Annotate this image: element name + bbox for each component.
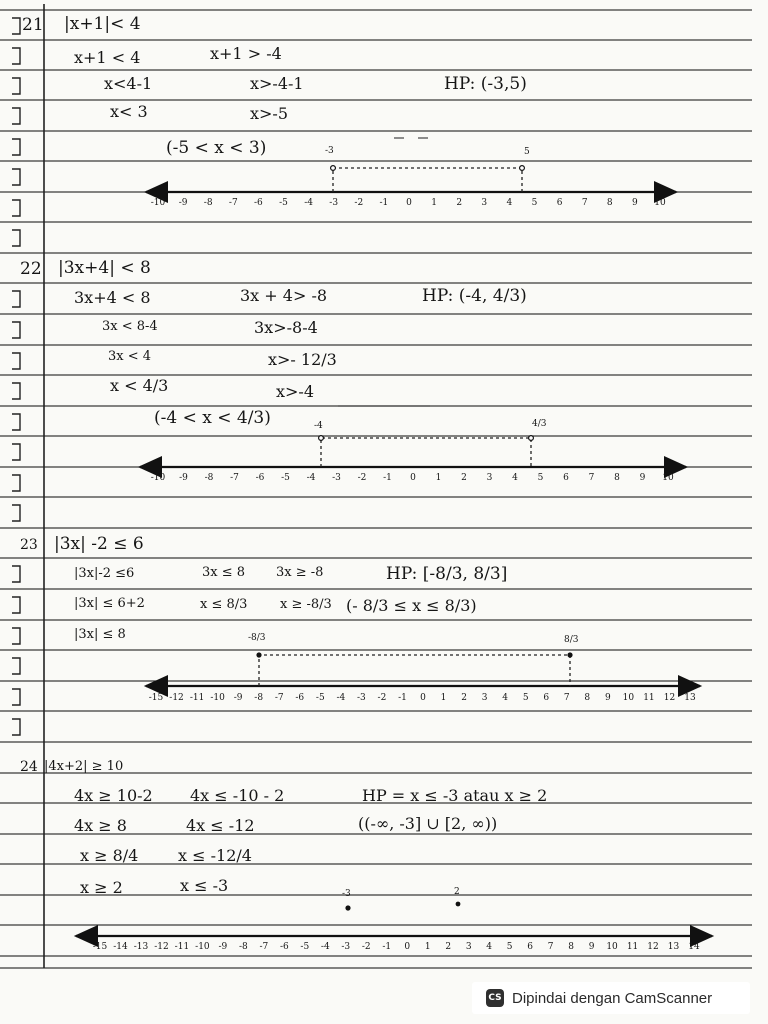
step-text: x < 4/3 xyxy=(110,376,169,395)
axis-tick-label: -12 xyxy=(169,693,184,703)
axis-tick-label: 2 xyxy=(461,693,467,703)
step-text: |3x| ≤ 6+2 xyxy=(74,596,145,611)
axis-tick-label: -12 xyxy=(154,942,169,952)
axis-tick-label: -9 xyxy=(179,473,188,483)
axis-tick-label: -5 xyxy=(279,198,288,208)
axis-tick-label: -8 xyxy=(203,198,213,208)
problem-number-23: 23 xyxy=(20,537,38,553)
axis-tick-label: 9 xyxy=(604,693,611,703)
axis-tick-label: 7 xyxy=(547,942,554,952)
step-text: x>-4-1 xyxy=(250,74,304,93)
watermark-text: Dipindai dengan CamScanner xyxy=(512,989,713,1007)
axis-tick-label: -3 xyxy=(356,693,366,703)
problem-statement: |3x| -2 ≤ 6 xyxy=(54,534,144,554)
axis-tick-label: 4 xyxy=(512,473,518,483)
endpoint-dot xyxy=(520,166,525,171)
interval-notation: ((-∞, -3] ∪ [2, ∞)) xyxy=(358,814,498,833)
axis-tick-label: 0 xyxy=(420,693,426,703)
step-text: x<4-1 xyxy=(104,74,153,93)
axis-tick-label: -2 xyxy=(377,693,387,703)
step-text: 3x < 8-4 xyxy=(102,319,158,334)
axis-tick-label: -6 xyxy=(279,942,289,952)
solution-set: HP: [-8/3, 8/3] xyxy=(386,564,508,584)
axis-tick-label: 10 xyxy=(606,942,618,952)
axis-tick-label: -11 xyxy=(189,693,205,703)
axis-tick-label: 2 xyxy=(461,473,467,483)
axis-tick-label: 3 xyxy=(465,942,472,952)
step-text: x>-4 xyxy=(276,382,315,401)
step-text: 4x ≤ -12 xyxy=(186,816,255,835)
step-text: 3x + 4> -8 xyxy=(240,286,328,305)
axis-tick-label: -9 xyxy=(233,693,243,703)
axis-tick-label: 4 xyxy=(502,693,509,703)
axis-tick-label: -1 xyxy=(379,198,389,208)
step-text: x< 3 xyxy=(110,102,148,121)
axis-tick-label: 0 xyxy=(410,473,416,483)
axis-tick-label: -13 xyxy=(133,942,149,952)
axis-tick-label: 10 xyxy=(662,473,674,483)
axis-tick-label: 9 xyxy=(639,473,646,483)
axis-tick-label: 9 xyxy=(588,942,595,952)
axis-tick-label: -15 xyxy=(92,942,108,952)
axis-tick-label: -7 xyxy=(259,942,269,952)
axis-tick-label: -6 xyxy=(254,198,263,208)
endpoint-dot xyxy=(331,166,336,171)
problem-number-22: 22 xyxy=(20,259,42,279)
step-text: x>-5 xyxy=(250,104,289,123)
axis-tick-label: -8 xyxy=(254,693,264,703)
camscanner-watermark xyxy=(472,982,750,1014)
axis-tick-label: 7 xyxy=(581,198,588,208)
endpoint-dot xyxy=(345,905,350,910)
axis-tick-label: 0 xyxy=(404,942,411,952)
axis-tick-label: 6 xyxy=(527,942,533,952)
axis-tick-label: -4 xyxy=(320,942,330,952)
axis-tick-label: 2 xyxy=(445,942,452,952)
axis-tick-label: 5 xyxy=(537,473,544,483)
problem-statement: |4x+2| ≥ 10 xyxy=(44,759,124,774)
axis-tick-label: 8 xyxy=(584,693,591,703)
point-label: -3 xyxy=(342,889,351,899)
axis-tick-label: -15 xyxy=(148,693,164,703)
axis-tick-label: 4 xyxy=(506,198,513,208)
point-label: 8/3 xyxy=(564,635,579,645)
step-text: 3x ≤ 8 xyxy=(202,565,246,580)
axis-tick-label: -2 xyxy=(354,198,364,208)
step-text: x ≤ 8/3 xyxy=(200,597,248,612)
solution-set: HP: (-4, 4/3) xyxy=(422,286,527,306)
axis-tick-label: -10 xyxy=(195,942,210,952)
interval-notation: (-5 < x < 3) xyxy=(166,138,267,158)
endpoint-dot xyxy=(456,902,461,907)
endpoint-dot xyxy=(529,436,534,441)
axis-tick-label: -6 xyxy=(255,473,265,483)
step-text: x>- 12/3 xyxy=(268,350,337,369)
axis-tick-label: -1 xyxy=(383,473,392,483)
axis-tick-label: 6 xyxy=(563,473,569,483)
point-label: 5 xyxy=(524,147,530,157)
axis-tick-label: -4 xyxy=(304,198,313,208)
axis-tick-label: 6 xyxy=(556,198,563,208)
point-label: 4/3 xyxy=(532,419,547,429)
axis-tick-label: -3 xyxy=(332,473,341,483)
axis-tick-label: 3 xyxy=(486,473,493,483)
axis-tick-label: -7 xyxy=(228,198,238,208)
axis-tick-label: -7 xyxy=(274,693,284,703)
axis-tick-label: 1 xyxy=(431,198,437,208)
axis-tick-label: 7 xyxy=(588,473,595,483)
solution-set: HP: (-3,5) xyxy=(444,74,527,94)
problem-number-24: 24 xyxy=(20,759,38,775)
axis-tick-label: 3 xyxy=(481,198,488,208)
axis-tick-label: 5 xyxy=(522,693,529,703)
axis-tick-label: 4 xyxy=(486,942,493,952)
point-label: 2 xyxy=(454,887,460,897)
axis-tick-label: 13 xyxy=(684,693,696,703)
axis-tick-label: -2 xyxy=(361,942,371,952)
step-text: 3x ≥ -8 xyxy=(276,565,324,580)
axis-tick-label: 12 xyxy=(647,942,659,952)
point-label: -4 xyxy=(314,421,323,431)
step-text: x ≤ -12/4 xyxy=(178,846,252,865)
axis-tick-label: -3 xyxy=(329,198,339,208)
step-text: |3x| ≤ 8 xyxy=(74,627,126,642)
axis-tick-label: -5 xyxy=(300,942,310,952)
point-label: -3 xyxy=(325,146,334,156)
axis-tick-label: 1 xyxy=(424,942,431,952)
axis-tick-label: 14 xyxy=(688,942,700,952)
axis-tick-label: -5 xyxy=(315,693,325,703)
axis-tick-label: -10 xyxy=(210,693,225,703)
step-text: 3x>-8-4 xyxy=(254,318,318,337)
axis-tick-label: 1 xyxy=(435,473,442,483)
axis-tick-label: 8 xyxy=(614,473,620,483)
axis-tick-label: -9 xyxy=(218,942,228,952)
interval-notation: (- 8/3 ≤ x ≤ 8/3) xyxy=(346,596,477,615)
axis-tick-label: 5 xyxy=(506,942,513,952)
problem-number-21: 21 xyxy=(22,15,44,35)
point-label: -8/3 xyxy=(248,633,266,643)
step-text: 3x < 4 xyxy=(108,349,152,364)
axis-tick-label: 10 xyxy=(654,198,666,208)
endpoint-dot xyxy=(567,652,572,657)
axis-tick-label: 5 xyxy=(531,198,538,208)
endpoint-dot xyxy=(256,652,261,657)
step-text: x+1 < 4 xyxy=(74,48,141,67)
axis-tick-label: -4 xyxy=(336,693,346,703)
axis-tick-label: 2 xyxy=(456,198,463,208)
axis-tick-label: 10 xyxy=(622,693,635,703)
interval-notation: (-4 < x < 4/3) xyxy=(154,408,271,428)
axis-tick-label: -7 xyxy=(230,473,239,483)
interval-box-22 xyxy=(321,438,531,467)
camscanner-logo-icon: CS xyxy=(486,989,504,1007)
step-text: 3x+4 < 8 xyxy=(74,288,151,307)
step-text: x+1 > -4 xyxy=(210,44,282,63)
step-text: 4x ≤ -10 - 2 xyxy=(190,786,285,805)
axis-tick-label: 11 xyxy=(626,942,639,952)
step-text: x ≥ 8/4 xyxy=(80,846,139,865)
problem-statement: |x+1|< 4 xyxy=(64,14,141,34)
step-text: 4x ≥ 10-2 xyxy=(74,786,153,805)
step-text: |3x|-2 ≤6 xyxy=(74,566,135,581)
axis-tick-label: -9 xyxy=(178,198,188,208)
axis-tick-label: 11 xyxy=(643,693,655,703)
axis-tick-label: 0 xyxy=(406,198,412,208)
step-text: x ≥ 2 xyxy=(80,878,123,897)
axis-tick-label: -1 xyxy=(382,942,392,952)
axis-tick-label: -8 xyxy=(238,942,248,952)
axis-tick-label: -1 xyxy=(398,693,407,703)
axis-tick-label: -10 xyxy=(150,198,166,208)
step-text: x ≥ -8/3 xyxy=(280,597,332,612)
axis-tick-label: -3 xyxy=(341,942,351,952)
axis-tick-label: -11 xyxy=(174,942,190,952)
axis-tick-label: -14 xyxy=(113,942,128,952)
solution-set: HP = x ≤ -3 atau x ≥ 2 xyxy=(362,786,548,805)
margin-brackets xyxy=(12,18,20,735)
interval-box-21 xyxy=(333,168,522,192)
step-text: x ≤ -3 xyxy=(180,876,229,895)
axis-tick-label: 9 xyxy=(632,198,638,208)
stray-marks xyxy=(338,138,430,406)
axis-tick-label: -8 xyxy=(204,473,214,483)
axis-tick-label: 12 xyxy=(663,693,676,703)
axis-tick-label: -6 xyxy=(295,693,305,703)
endpoint-dot xyxy=(319,436,324,441)
axis-tick-label: -2 xyxy=(357,473,367,483)
axis-tick-label: 6 xyxy=(543,693,550,703)
axis-tick-label: -10 xyxy=(150,473,166,483)
axis-tick-label: -5 xyxy=(281,473,290,483)
axis-tick-label: 13 xyxy=(667,942,680,952)
axis-tick-label: -4 xyxy=(306,473,316,483)
axis-tick-label: 3 xyxy=(481,693,488,703)
axis-tick-label: 8 xyxy=(568,942,574,952)
axis-tick-label: 7 xyxy=(563,693,570,703)
step-text: 4x ≥ 8 xyxy=(74,816,127,835)
axis-tick-label: 8 xyxy=(606,198,613,208)
problem-statement: |3x+4| < 8 xyxy=(58,258,151,278)
axis-tick-label: 1 xyxy=(440,693,447,703)
